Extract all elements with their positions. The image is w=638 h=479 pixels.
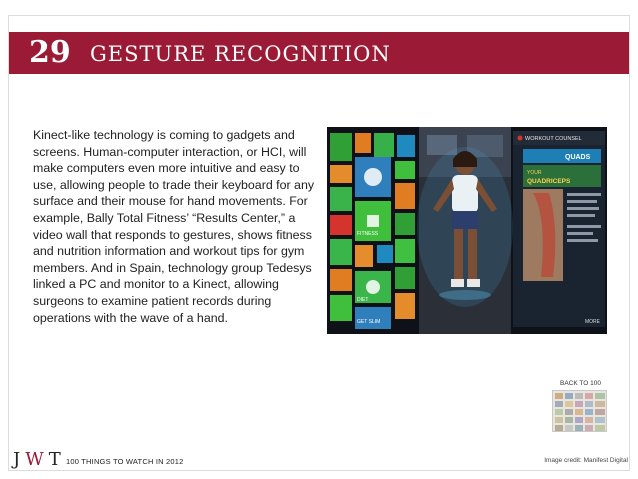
panel-your-text: YOUR <box>527 170 542 176</box>
slide-title: GESTURE RECOGNITION <box>90 42 391 66</box>
image-credit: Image credit: Manifest Digital <box>544 457 628 464</box>
body-paragraph: Kinect-like technology is coming to gadgets and screens. Human-computer interaction, or HCI, will make computers even more intuitive and easy to use, allowing people to trade their keyboard for any surface and their mouse for hand movements. For example, Bally Total Fitness’ “Results Center,” a video wall that responds to gestures, shows fitness and nutrition information and workout tips for gym members. And in Spain, technology group Tedesys linked a PC and monitor to a Kinect, allowing surgeons to examine patient records during operations with the wave of a hand. <box>33 128 315 325</box>
slide-number: 29 <box>29 35 71 70</box>
panel-header-text: WORKOUT COUNSEL <box>525 136 582 142</box>
series-title: 100 THINGS TO WATCH IN 2012 <box>66 457 184 466</box>
panel-quads-text: QUADS <box>565 154 591 161</box>
logo-letter-t: T <box>48 449 66 470</box>
logo-letter-w: W <box>25 449 49 470</box>
tile-diet-label: DIET <box>357 297 369 303</box>
tile-fitness-label: FITNESS <box>357 231 379 237</box>
jwt-logo <box>13 449 66 471</box>
panel-quadriceps-text: QUADRICEPS <box>527 178 571 185</box>
logo-letter-j: J <box>13 449 26 470</box>
back-to-100-link[interactable]: BACK TO 100 <box>560 380 601 387</box>
panel-more-text: MORE <box>585 319 600 325</box>
tile-get-slim-label: GET SLIM <box>357 319 381 325</box>
kinect-video-wall-photo <box>327 127 607 334</box>
back-to-100-thumbnail[interactable] <box>552 390 607 432</box>
